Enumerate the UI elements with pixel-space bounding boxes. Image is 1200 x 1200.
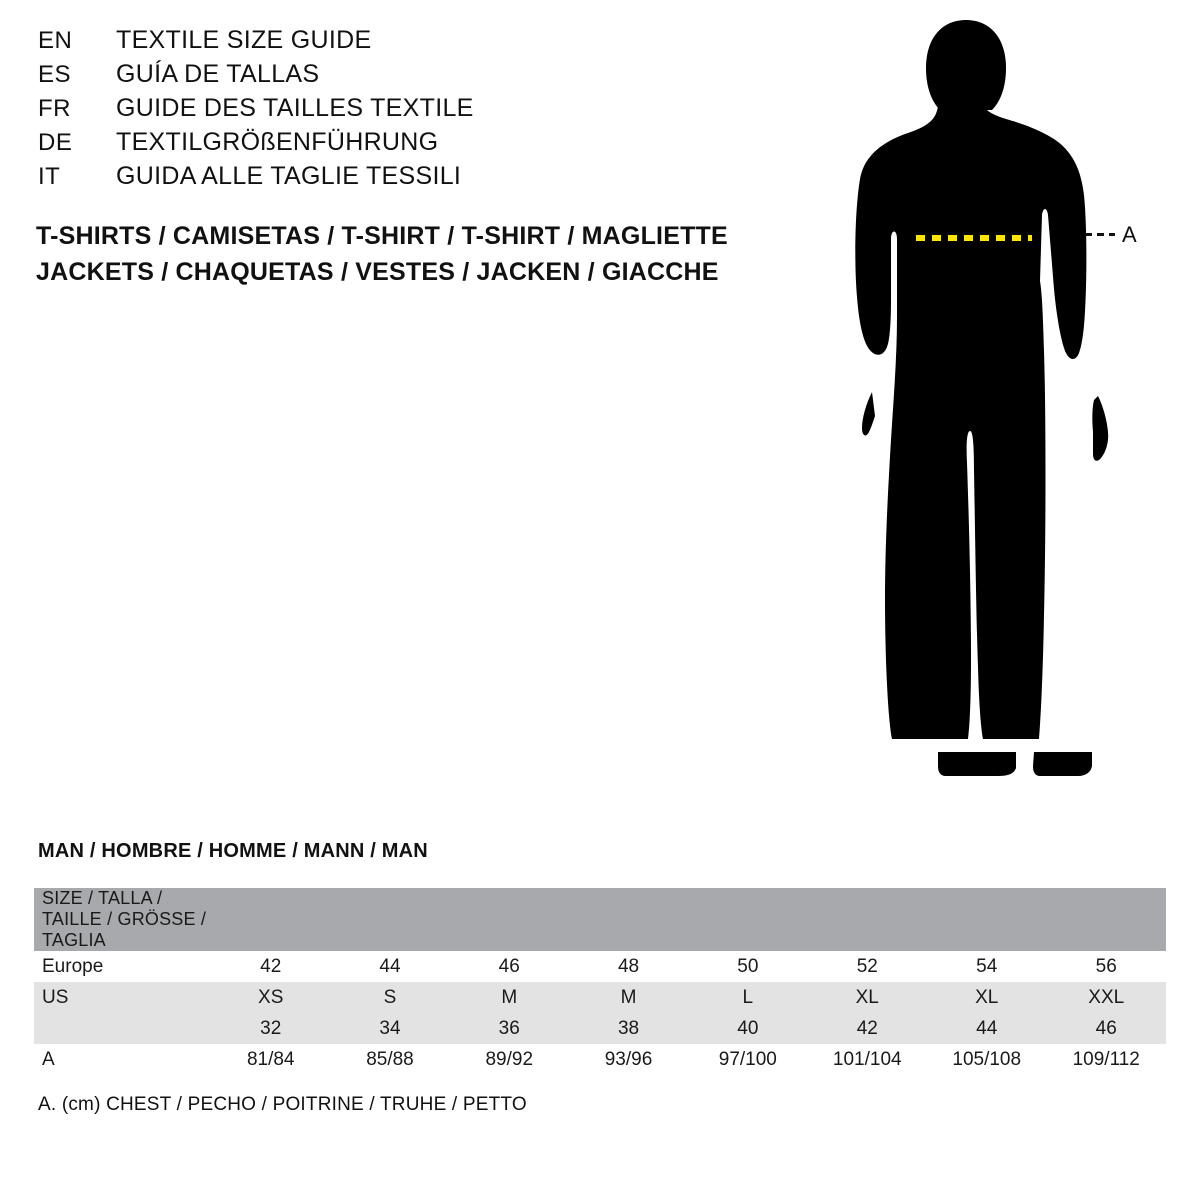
language-text: GUIDA ALLE TAGLIE TESSILI bbox=[116, 162, 462, 190]
table-section-title: MAN / HOMBRE / HOMME / MANN / MAN bbox=[38, 840, 428, 862]
table-row bbox=[34, 951, 1166, 982]
row-label bbox=[34, 1013, 211, 1044]
language-code: ES bbox=[38, 61, 72, 88]
table-cell: XS bbox=[211, 982, 330, 1013]
table-row bbox=[34, 982, 1166, 1013]
size-table bbox=[34, 888, 1166, 1075]
table-cell: 44 bbox=[330, 951, 449, 982]
table-cell: 46 bbox=[450, 951, 569, 982]
table-cell: XL bbox=[808, 982, 927, 1013]
table-cell: 54 bbox=[927, 951, 1046, 982]
language-text: TEXTILE SIZE GUIDE bbox=[116, 26, 372, 54]
table-header-label: SIZE / TALLA / TAILLE / GRÖSSE / TAGLIA bbox=[34, 888, 211, 951]
table-cell: 46 bbox=[1046, 1013, 1166, 1044]
table-cell: 56 bbox=[1046, 951, 1166, 982]
table-cell: 48 bbox=[569, 951, 688, 982]
table-cell: 38 bbox=[569, 1013, 688, 1044]
man-silhouette-figure bbox=[820, 10, 1180, 800]
language-row bbox=[38, 162, 738, 196]
table-cell: 109/112 bbox=[1046, 1044, 1166, 1075]
language-text: GUÍA DE TALLAS bbox=[116, 60, 320, 88]
category-list bbox=[36, 218, 796, 290]
row-label: Europe bbox=[34, 951, 211, 982]
table-row bbox=[34, 1044, 1166, 1075]
table-cell: 105/108 bbox=[927, 1044, 1046, 1075]
row-label: US bbox=[34, 982, 211, 1013]
table-cell: 89/92 bbox=[450, 1044, 569, 1075]
table-cell: 101/104 bbox=[808, 1044, 927, 1075]
language-code: DE bbox=[38, 129, 73, 156]
table-cell: 44 bbox=[927, 1013, 1046, 1044]
table-cell: 97/100 bbox=[688, 1044, 807, 1075]
language-code: EN bbox=[38, 27, 73, 54]
table-row bbox=[34, 1013, 1166, 1044]
table-cell: 52 bbox=[808, 951, 927, 982]
category-line-tshirts: T-SHIRTS / CAMISETAS / T-SHIRT / T-SHIRT / MAGLIETTE bbox=[36, 222, 728, 250]
table-cell: M bbox=[569, 982, 688, 1013]
table-cell: 81/84 bbox=[211, 1044, 330, 1075]
table-cell: 42 bbox=[808, 1013, 927, 1044]
language-code: FR bbox=[38, 95, 71, 122]
table-cell: 36 bbox=[450, 1013, 569, 1044]
language-row bbox=[38, 128, 738, 162]
language-text: TEXTILGRÖßENFÜHRUNG bbox=[116, 128, 439, 156]
language-text: GUIDE DES TAILLES TEXTILE bbox=[116, 94, 474, 122]
measure-label-a: A bbox=[1122, 222, 1137, 247]
table-cell: 42 bbox=[211, 951, 330, 982]
table-cell: S bbox=[330, 982, 449, 1013]
table-cell: L bbox=[688, 982, 807, 1013]
table-cell: XXL bbox=[1046, 982, 1166, 1013]
row-label: A bbox=[34, 1044, 211, 1075]
table-cell: 40 bbox=[688, 1013, 807, 1044]
language-row bbox=[38, 26, 738, 60]
measure-leader-line bbox=[1085, 233, 1115, 236]
language-list bbox=[38, 26, 738, 196]
table-cell: 85/88 bbox=[330, 1044, 449, 1075]
table-cell: 50 bbox=[688, 951, 807, 982]
table-header-row bbox=[34, 888, 1166, 951]
table-footnote: A. (cm) CHEST / PECHO / POITRINE / TRUHE / PETTO bbox=[38, 1094, 527, 1115]
table-cell: XL bbox=[927, 982, 1046, 1013]
language-row bbox=[38, 60, 738, 94]
silhouette-svg bbox=[820, 10, 1180, 800]
table-cell: M bbox=[450, 982, 569, 1013]
language-code: IT bbox=[38, 163, 61, 190]
table-cell: 93/96 bbox=[569, 1044, 688, 1075]
language-row bbox=[38, 94, 738, 128]
category-line-jackets: JACKETS / CHAQUETAS / VESTES / JACKEN / GIACCHE bbox=[36, 258, 719, 286]
table-cell: 34 bbox=[330, 1013, 449, 1044]
table-cell: 32 bbox=[211, 1013, 330, 1044]
